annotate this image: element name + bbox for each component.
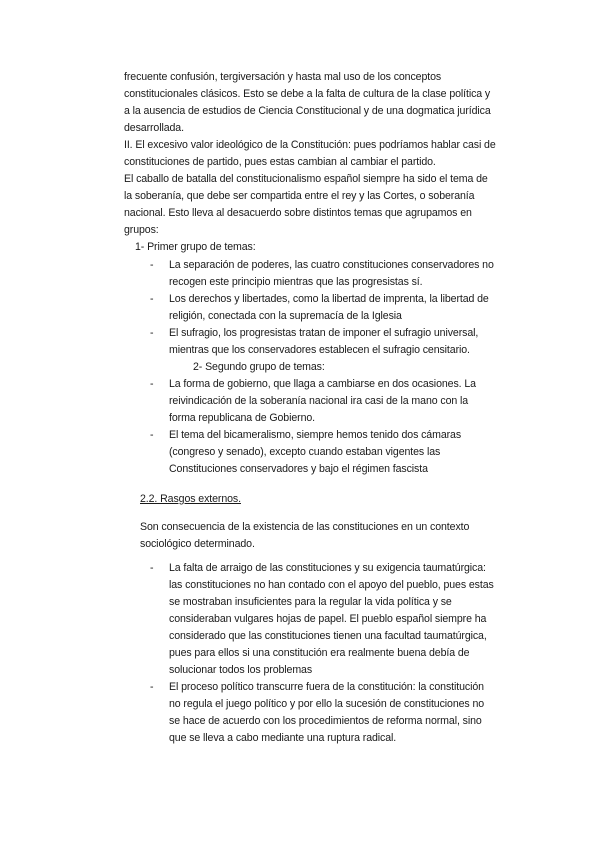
list-item-line: solucionar todos los problemas [169,664,313,676]
list-item-line: El proceso político transcurre fuera de la constitución: la constitución [169,681,484,693]
list-item-line: Los derechos y libertades, como la libertad de imprenta, la libertad de [169,293,489,305]
list-item-line: no regula el juego político y por ello la sucesión de constituciones no [169,698,485,710]
list-item-line: recogen este principio mientras que las progresistas sí. [169,276,423,288]
list-item-line: las constituciones no han contado con el apoyo del pueblo, pues estas [169,579,494,591]
paragraph-line: sociológico determinado. [140,538,255,550]
bullet-dash: - [150,259,154,271]
group-label: 2- Segundo grupo de temas: [193,361,325,373]
paragraph-line: la soberanía, que debe ser compartida entre el rey y las Cortes, o soberanía [124,190,475,202]
bullet-dash: - [150,327,154,339]
section-heading: 2.2. Rasgos externos. [140,493,241,505]
list-item-line: religión, conectada con la supremacía de la Iglesia [169,310,402,322]
list-item-line: El tema del bicameralismo, siempre hemos tenido dos cámaras [169,429,462,441]
bullet-dash: - [150,293,154,305]
list-item-line: mientras que los conservadores establecen el sufragio censitario. [169,344,470,356]
list-item-line: (congreso y senado), excepto cuando estaban vigentes las [169,446,441,458]
paragraph-line: nacional. Esto lleva al desacuerdo sobre distintos temas que agrupamos en [124,207,472,219]
paragraph-line: a la ausencia de estudios de Ciencia Constitucional y de una dogmatica jurídica [124,105,491,117]
group-label: 1- Primer grupo de temas: [135,241,256,253]
paragraph-line: grupos: [124,224,159,236]
list-item-line: se mostraban insuficientes para la regular la vida política y se [169,596,452,608]
paragraph-line: desarrollada. [124,122,184,134]
list-item-line: forma republicana de Gobierno. [169,412,315,424]
bullet-dash: - [150,378,154,390]
list-item-line: La forma de gobierno, que llaga a cambiarse en dos ocasiones. La [169,378,476,390]
list-item-line: se hace de acuerdo con los procedimientos de reforma normal, sino [169,715,482,727]
list-item-line: La falta de arraigo de las constituciones y su exigencia taumatúrgica: [169,562,486,574]
paragraph-line: frecuente confusión, tergiversación y hasta mal uso de los conceptos [124,71,442,83]
list-item-line: considerado que las constituciones tienen una facultad taumatúrgica, [169,630,487,642]
list-item-line: consideraban vulgares hojas de papel. El pueblo español siempre ha [169,613,487,625]
list-item-line: que se lleva a cabo mediante una ruptura radical. [169,732,397,744]
paragraph-line: El caballo de batalla del constitucionalismo español siempre ha sido el tema de [124,173,488,185]
paragraph-line: constitucionales clásicos. Esto se debe a la falta de cultura de la clase política y [124,88,491,100]
list-item-line: El sufragio, los progresistas tratan de imponer el sufragio universal, [169,327,479,339]
list-item-line: reivindicación de la soberanía nacional ira casi de la mano con la [169,395,469,407]
paragraph-line: Son consecuencia de la existencia de las constituciones en un contexto [140,521,470,533]
paragraph-line: constituciones de partido, pues estas cambian al cambiar el partido. [124,156,436,168]
bullet-dash: - [150,681,154,693]
bullet-dash: - [150,562,154,574]
list-item-line: La separación de poderes, las cuatro constituciones conservadores no [169,259,494,271]
paragraph-line: II. El excesivo valor ideológico de la Constitución: pues podríamos hablar casi de [124,139,496,151]
list-item-line: Constituciones conservadores y bajo el régimen fascista [169,463,428,475]
list-item-line: pues para ellos si una constitución era realmente buena debía de [169,647,470,659]
bullet-dash: - [150,429,154,441]
